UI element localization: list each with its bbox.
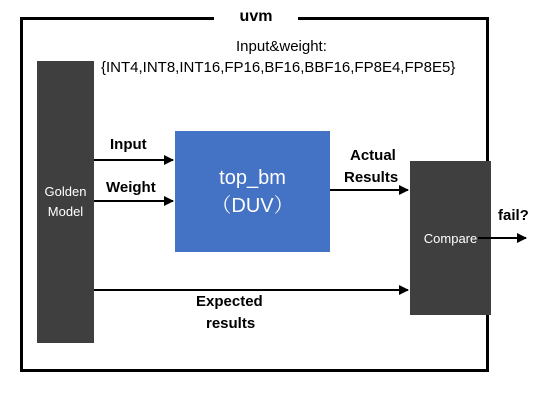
results-label: Results [344,169,399,186]
expected-results-label: results [206,315,256,332]
expected-label: Expected [196,293,263,310]
actual-label: Actual [350,147,396,164]
frame-title: uvm [214,4,298,30]
golden-model-label-2: Model [47,204,84,219]
input-label: Input [110,136,147,153]
types-title: Input&weight: [236,38,327,55]
duv-name: top_bm [219,166,286,189]
compare-label: Compare [423,230,478,246]
weight-label: Weight [106,179,156,196]
fail-label: fail? [498,207,529,224]
golden-model-label-1: Golden [44,184,87,199]
types-list: {INT4,INT8,INT16,FP16,BF16,BBF16,FP8E4,FP8E5} [101,59,456,76]
duv-subtitle: （DUV） [211,194,294,217]
